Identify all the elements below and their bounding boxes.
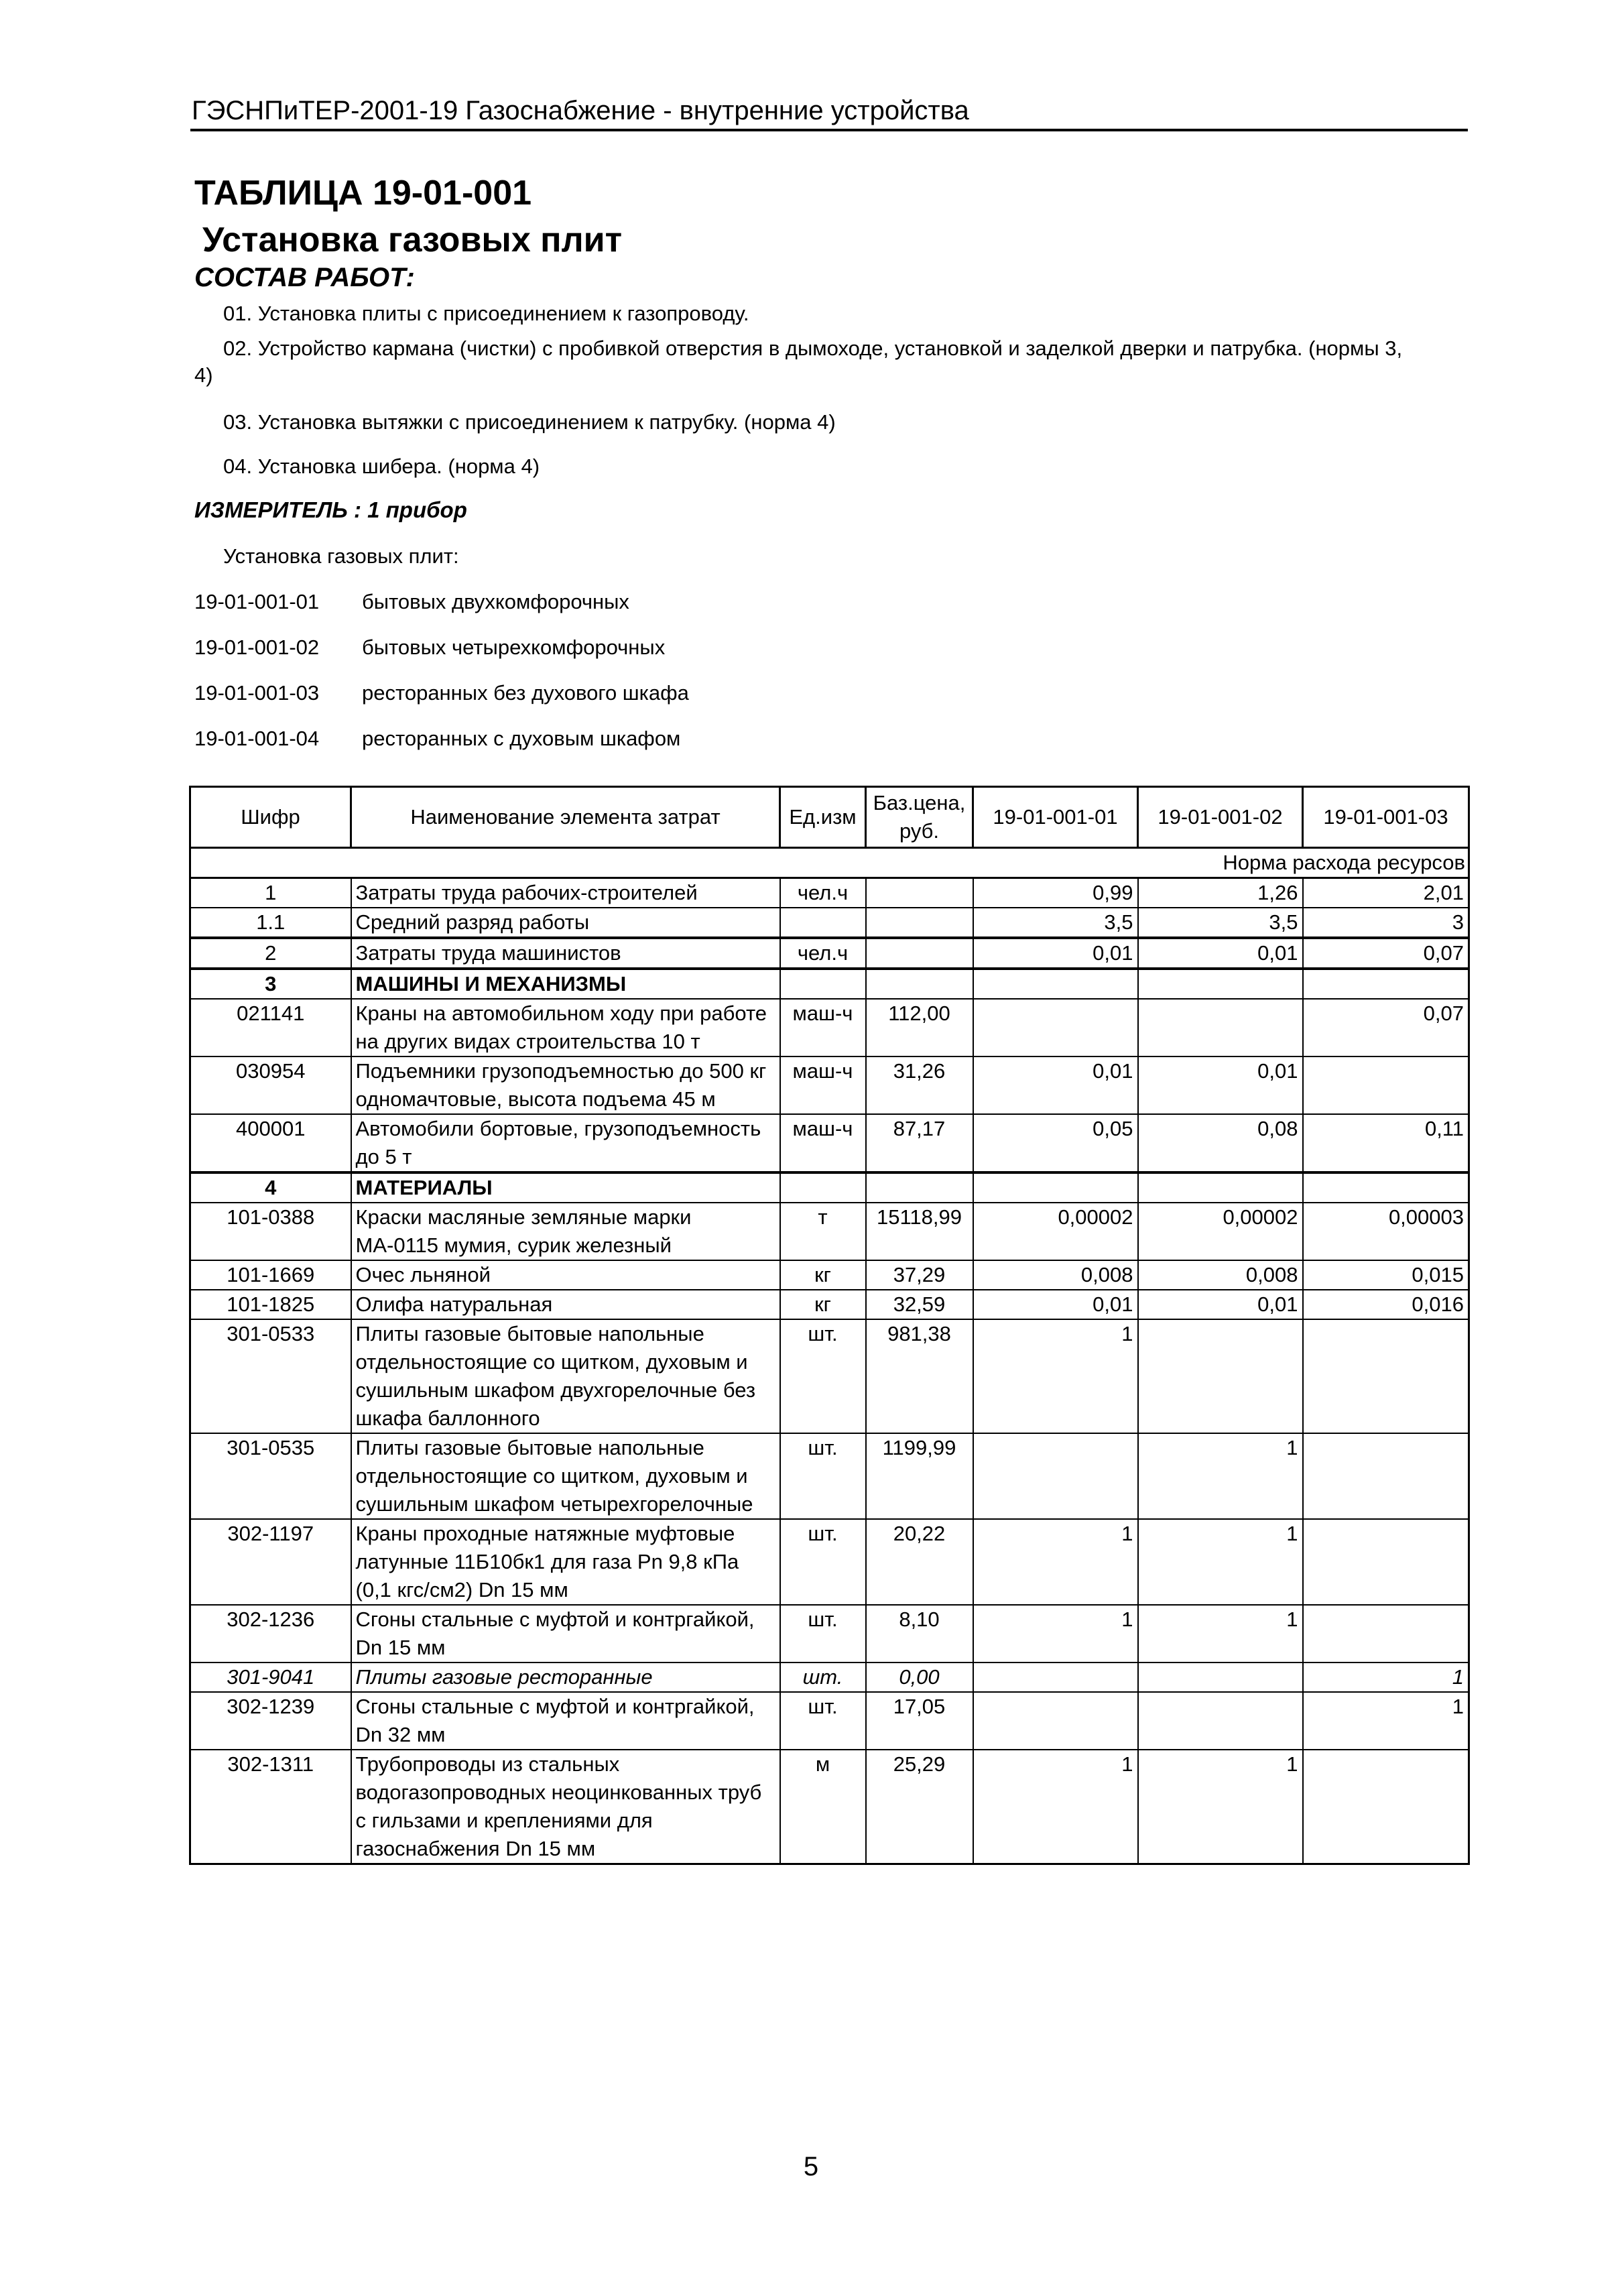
table-header-row xyxy=(190,787,1469,848)
cell-v1: 1 xyxy=(973,1750,1138,1864)
table-row xyxy=(190,878,1469,908)
cell-v2 xyxy=(1138,1663,1303,1692)
cell-v2 xyxy=(1138,999,1303,1056)
cell-v3 xyxy=(1303,1056,1469,1114)
table-row xyxy=(190,1663,1469,1692)
cell-v3 xyxy=(1303,1750,1469,1864)
table-row xyxy=(190,969,1469,999)
cell-price xyxy=(866,1172,973,1203)
cell-v2: 0,01 xyxy=(1138,1056,1303,1114)
cell-code: 4 xyxy=(190,1172,351,1203)
cell-price: 8,10 xyxy=(866,1605,973,1663)
cell-v1: 0,00002 xyxy=(973,1203,1138,1260)
cell-price xyxy=(866,878,973,908)
cell-code: 101-0388 xyxy=(190,1203,351,1260)
cell-v1: 3,5 xyxy=(973,908,1138,938)
cell-code: 302-1197 xyxy=(190,1519,351,1605)
work-item-1: 01. Установка плиты с присоединением к газопроводу. xyxy=(223,302,749,325)
cell-code: 021141 xyxy=(190,999,351,1056)
cell-name: Плиты газовые бытовые напольные отдельностоящие со щитком, духовым и сушильным шкафом четырехгорелочные xyxy=(351,1433,780,1519)
table-body xyxy=(190,878,1469,1864)
cell-v1 xyxy=(973,999,1138,1056)
cell-name: Краны проходные натяжные муфтовые латунные 11Б10бк1 для газа Pn 9,8 кПа (0,1 кгс/см2) Dn 15 мм xyxy=(351,1519,780,1605)
table-row xyxy=(190,1290,1469,1319)
table-row xyxy=(190,1605,1469,1663)
cell-name: Подъемники грузоподъемностью до 500 кг одномачтовые, высота подъема 45 м xyxy=(351,1056,780,1114)
variant-row xyxy=(194,727,680,751)
cell-code: 302-1311 xyxy=(190,1750,351,1864)
variant-row xyxy=(194,590,629,614)
header-name: Наименование элемента затрат xyxy=(351,787,780,848)
variant-name: бытовых четырехкомфорочных xyxy=(362,636,666,659)
cell-name: Олифа натуральная xyxy=(351,1290,780,1319)
cell-name: Краны на автомобильном ходу при работе на других видах строительства 10 т xyxy=(351,999,780,1056)
table-row xyxy=(190,1433,1469,1519)
norm-label: Норма расхода ресурсов xyxy=(973,848,1469,878)
cell-code: 1.1 xyxy=(190,908,351,938)
cell-v2: 0,01 xyxy=(1138,938,1303,969)
cell-unit: шт. xyxy=(780,1605,866,1663)
cell-v3: 0,016 xyxy=(1303,1290,1469,1319)
cell-price: 87,17 xyxy=(866,1114,973,1172)
table-row xyxy=(190,1056,1469,1114)
variant-code: 19-01-001-01 xyxy=(194,590,320,613)
cell-name: Затраты труда рабочих-строителей xyxy=(351,878,780,908)
cell-price: 25,29 xyxy=(866,1750,973,1864)
cell-v2: 1 xyxy=(1138,1750,1303,1864)
cell-name: Трубопроводы из стальных водогазопроводных неоцинкованных труб с гильзами и креплениями для газоснабжения Dn 15 мм xyxy=(351,1750,780,1864)
norm-label-row xyxy=(190,848,1469,878)
cell-unit: кг xyxy=(780,1290,866,1319)
table-row xyxy=(190,1319,1469,1433)
cell-v3 xyxy=(1303,1319,1469,1433)
table-title: ТАБЛИЦА 19-01-001 xyxy=(194,174,532,213)
variant-name: бытовых двухкомфорочных xyxy=(362,590,629,613)
cell-unit: шт. xyxy=(780,1692,866,1750)
cell-unit: шт. xyxy=(780,1663,866,1692)
cell-name: МАШИНЫ И МЕХАНИЗМЫ xyxy=(351,969,780,999)
cell-v2: 1 xyxy=(1138,1519,1303,1605)
cell-v3: 1 xyxy=(1303,1692,1469,1750)
cell-v1 xyxy=(973,1692,1138,1750)
header-price: Баз.цена, руб. xyxy=(866,787,973,848)
cell-v1: 1 xyxy=(973,1319,1138,1433)
cell-code: 101-1669 xyxy=(190,1260,351,1290)
table-row xyxy=(190,1260,1469,1290)
resource-norms-table xyxy=(189,786,1470,1865)
header-variant-2: 19-01-001-02 xyxy=(1138,787,1303,848)
cell-v3: 2,01 xyxy=(1303,878,1469,908)
cell-unit: маш-ч xyxy=(780,999,866,1056)
work-item-3: 03. Установка вытяжки с присоединением к патрубку. (норма 4) xyxy=(223,410,836,434)
norm-label-spacer xyxy=(190,848,973,878)
cell-v1: 0,99 xyxy=(973,878,1138,908)
cell-v3 xyxy=(1303,1605,1469,1663)
cell-v2: 0,01 xyxy=(1138,1290,1303,1319)
cell-unit: чел.ч xyxy=(780,878,866,908)
cell-code: 301-0535 xyxy=(190,1433,351,1519)
cell-name: Затраты труда машинистов xyxy=(351,938,780,969)
cell-v1 xyxy=(973,969,1138,999)
running-header: ГЭСНПиТЕР-2001-19 Газоснабжение - внутренние устройства xyxy=(192,96,969,125)
cell-name: Сгоны стальные с муфтой и контргайкой, Dn 32 мм xyxy=(351,1692,780,1750)
cell-v1: 0,05 xyxy=(973,1114,1138,1172)
header-unit: Ед.изм xyxy=(780,787,866,848)
variant-name: ресторанных без духового шкафа xyxy=(362,681,689,705)
cell-v3: 0,07 xyxy=(1303,938,1469,969)
cell-code: 101-1825 xyxy=(190,1290,351,1319)
cell-unit xyxy=(780,908,866,938)
cell-code: 301-0533 xyxy=(190,1319,351,1433)
cell-name: Краски масляные земляные марки МА-0115 мумия, сурик железный xyxy=(351,1203,780,1260)
cell-price: 31,26 xyxy=(866,1056,973,1114)
cell-name: Плиты газовые ресторанные xyxy=(351,1663,780,1692)
header-variant-3: 19-01-001-03 xyxy=(1303,787,1469,848)
table-row xyxy=(190,999,1469,1056)
variant-row xyxy=(194,681,689,705)
cell-v1 xyxy=(973,1663,1138,1692)
meter-label: ИЗМЕРИТЕЛЬ : 1 прибор xyxy=(194,497,467,522)
cell-name: Очес льняной xyxy=(351,1260,780,1290)
cell-unit: маш-ч xyxy=(780,1114,866,1172)
cell-v3: 0,015 xyxy=(1303,1260,1469,1290)
cell-v1: 1 xyxy=(973,1519,1138,1605)
cell-v2 xyxy=(1138,1172,1303,1203)
cell-v1: 1 xyxy=(973,1605,1138,1663)
table-row xyxy=(190,1519,1469,1605)
variant-name: ресторанных с духовым шкафом xyxy=(362,727,681,750)
table-row xyxy=(190,938,1469,969)
cell-code: 030954 xyxy=(190,1056,351,1114)
cell-code: 302-1236 xyxy=(190,1605,351,1663)
cell-v2 xyxy=(1138,969,1303,999)
cell-unit: шт. xyxy=(780,1319,866,1433)
cell-name: Плиты газовые бытовые напольные отдельностоящие со щитком, духовым и сушильным шкафом двухгорелочные без шкафа баллонного xyxy=(351,1319,780,1433)
cell-v3: 0,07 xyxy=(1303,999,1469,1056)
cell-price: 15118,99 xyxy=(866,1203,973,1260)
cell-price: 1199,99 xyxy=(866,1433,973,1519)
cell-code: 301-9041 xyxy=(190,1663,351,1692)
header-variant-1: 19-01-001-01 xyxy=(973,787,1138,848)
header-code: Шифр xyxy=(190,787,351,848)
cell-name: Средний разряд работы xyxy=(351,908,780,938)
cell-price: 0,00 xyxy=(866,1663,973,1692)
cell-name: Автомобили бортовые, грузоподъемность до 5 т xyxy=(351,1114,780,1172)
cell-v3 xyxy=(1303,969,1469,999)
variants-intro: Установка газовых плит: xyxy=(223,544,459,568)
variant-code: 19-01-001-03 xyxy=(194,681,320,705)
cell-v3 xyxy=(1303,1433,1469,1519)
cell-unit: маш-ч xyxy=(780,1056,866,1114)
cell-price: 20,22 xyxy=(866,1519,973,1605)
cell-unit: шт. xyxy=(780,1433,866,1519)
cell-price: 17,05 xyxy=(866,1692,973,1750)
cell-name: МАТЕРИАЛЫ xyxy=(351,1172,780,1203)
cell-v2 xyxy=(1138,1692,1303,1750)
cell-v3: 0,11 xyxy=(1303,1114,1469,1172)
table-row xyxy=(190,908,1469,938)
cell-v1 xyxy=(973,1172,1138,1203)
table-row xyxy=(190,1692,1469,1750)
cell-price xyxy=(866,908,973,938)
table-row xyxy=(190,1750,1469,1864)
cell-name: Сгоны стальные с муфтой и контргайкой, Dn 15 мм xyxy=(351,1605,780,1663)
cell-v2: 1 xyxy=(1138,1605,1303,1663)
cell-v2: 3,5 xyxy=(1138,908,1303,938)
cell-v3: 0,00003 xyxy=(1303,1203,1469,1260)
composition-title: СОСТАВ РАБОТ: xyxy=(194,263,415,292)
work-item-2-continuation: 4) xyxy=(194,363,213,387)
cell-code: 3 xyxy=(190,969,351,999)
cell-code: 1 xyxy=(190,878,351,908)
cell-price: 981,38 xyxy=(866,1319,973,1433)
cell-v2: 0,008 xyxy=(1138,1260,1303,1290)
cell-unit: кг xyxy=(780,1260,866,1290)
cell-code: 2 xyxy=(190,938,351,969)
cell-code: 302-1239 xyxy=(190,1692,351,1750)
table-row xyxy=(190,1114,1469,1172)
cell-price: 112,00 xyxy=(866,999,973,1056)
cell-v2: 0,00002 xyxy=(1138,1203,1303,1260)
page-number: 5 xyxy=(803,2152,819,2181)
cell-unit: т xyxy=(780,1203,866,1260)
cell-unit: м xyxy=(780,1750,866,1864)
cell-v3: 1 xyxy=(1303,1663,1469,1692)
cell-price: 37,29 xyxy=(866,1260,973,1290)
cell-unit xyxy=(780,969,866,999)
cell-v2 xyxy=(1138,1319,1303,1433)
cell-price xyxy=(866,938,973,969)
cell-v3 xyxy=(1303,1172,1469,1203)
table-row xyxy=(190,1203,1469,1260)
cell-v1 xyxy=(973,1433,1138,1519)
cell-v1: 0,01 xyxy=(973,1290,1138,1319)
cell-v1: 0,01 xyxy=(973,1056,1138,1114)
cell-v2: 1 xyxy=(1138,1433,1303,1519)
header-rule xyxy=(190,129,1468,131)
cell-v2: 1,26 xyxy=(1138,878,1303,908)
cell-v3: 3 xyxy=(1303,908,1469,938)
cell-unit: шт. xyxy=(780,1519,866,1605)
cell-price xyxy=(866,969,973,999)
work-item-2: 02. Устройство кармана (чистки) с пробивкой отверстия в дымоходе, установкой и заделкой дверки и патрубка. (нормы 3, xyxy=(223,337,1403,360)
table-row xyxy=(190,1172,1469,1203)
variant-code: 19-01-001-02 xyxy=(194,636,320,659)
variant-row xyxy=(194,636,665,660)
cell-v2: 0,08 xyxy=(1138,1114,1303,1172)
cell-unit xyxy=(780,1172,866,1203)
section-title: Установка газовых плит xyxy=(202,221,623,259)
cell-unit: чел.ч xyxy=(780,938,866,969)
cell-price: 32,59 xyxy=(866,1290,973,1319)
variant-code: 19-01-001-04 xyxy=(194,727,320,750)
cell-v3 xyxy=(1303,1519,1469,1605)
cell-code: 400001 xyxy=(190,1114,351,1172)
cell-v1: 0,01 xyxy=(973,938,1138,969)
cell-v1: 0,008 xyxy=(973,1260,1138,1290)
work-item-4: 04. Установка шибера. (норма 4) xyxy=(223,455,540,478)
